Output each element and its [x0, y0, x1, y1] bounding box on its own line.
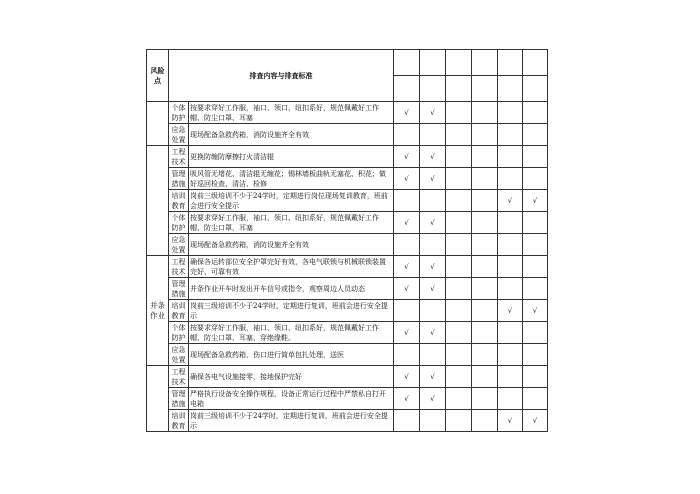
check-cell: √ [498, 410, 523, 432]
check-cell [498, 344, 523, 366]
check-cell [394, 234, 420, 256]
table-row [147, 102, 548, 124]
category-cell [169, 102, 189, 124]
check-cell [446, 146, 472, 168]
table-row [147, 278, 548, 300]
check-cell [523, 146, 548, 168]
table-body [147, 50, 548, 432]
check-col-header [472, 76, 498, 102]
check-cell: √ [420, 366, 446, 388]
check-cell [446, 102, 472, 124]
category-label: 培训教育 [171, 301, 186, 320]
description-cell: 按要求穿好工作服，袖口、领口、纽扣系好，规范佩戴好工作帽、防尘口罩、耳塞，穿绝缘鞋。 [189, 322, 394, 344]
check-cell [523, 168, 548, 190]
check-cell [472, 234, 498, 256]
risk-point-cell [147, 146, 169, 256]
check-cell: √ [394, 212, 420, 234]
check-cell: √ [394, 168, 420, 190]
category-label: 培训教育 [171, 411, 186, 430]
check-cell [420, 190, 446, 212]
check-cell [472, 190, 498, 212]
description-cell: 现场配备急救药箱，消防设施齐全有效 [189, 124, 394, 146]
category-cell [169, 146, 189, 168]
risk-point-label: 并条作业 [150, 300, 165, 320]
description-cell: 现场配备急救药箱，消防设施齐全有效 [189, 234, 394, 256]
check-col-header [420, 50, 446, 76]
description-cell: 严格执行设备安全操作规程，设备正常运行过程中严禁私自打开电箱 [189, 388, 394, 410]
table-row [147, 190, 548, 212]
check-cell [498, 168, 523, 190]
category-cell [169, 168, 189, 190]
check-cell [498, 146, 523, 168]
category-label: 工程技术 [171, 367, 186, 386]
check-col-header [394, 50, 420, 76]
check-cell [394, 344, 420, 366]
category-cell [169, 256, 189, 278]
description-cell: 现场配备急救药箱，伤口进行简单包扎处理，送医 [189, 344, 394, 366]
risk-point-header [147, 50, 169, 102]
check-cell [446, 256, 472, 278]
table-row [147, 146, 548, 168]
check-cell: √ [420, 146, 446, 168]
check-cell [472, 322, 498, 344]
category-cell [169, 212, 189, 234]
check-cell [420, 410, 446, 432]
table-row [147, 124, 548, 146]
description-cell: 岗前三级培训不少于24学时，定期进行岗位现场复训教育，班前会进行安全提示 [189, 190, 394, 212]
category-cell [169, 366, 189, 388]
check-col-header [498, 50, 523, 76]
check-cell: √ [420, 388, 446, 410]
check-cell [523, 388, 548, 410]
inspection-table [146, 49, 548, 432]
check-cell [420, 344, 446, 366]
check-col-header [472, 50, 498, 76]
description-cell: 岗前三级培训不少于24学时，定期进行复训，班前会进行安全提示 [189, 300, 394, 322]
check-cell [523, 256, 548, 278]
check-cell [523, 234, 548, 256]
check-cell [523, 278, 548, 300]
check-cell: √ [498, 190, 523, 212]
category-cell [169, 234, 189, 256]
description-cell: 确保各运转部位安全护罩完好有效，各电气联锁与机械联锁装置完好、可靠有效 [189, 256, 394, 278]
check-col-header [523, 50, 548, 76]
check-cell [498, 124, 523, 146]
table-row [147, 168, 548, 190]
check-cell [472, 256, 498, 278]
check-cell [446, 410, 472, 432]
header-row-top [147, 50, 548, 76]
check-cell: √ [420, 322, 446, 344]
check-cell [472, 168, 498, 190]
check-cell [472, 146, 498, 168]
check-cell: √ [394, 102, 420, 124]
category-cell [169, 322, 189, 344]
check-cell: √ [523, 410, 548, 432]
table-row [147, 212, 548, 234]
table-row [147, 410, 548, 432]
check-cell: √ [394, 278, 420, 300]
risk-point-cell [147, 102, 169, 146]
check-cell [446, 366, 472, 388]
category-label: 个体防护 [171, 103, 186, 122]
check-cell [472, 410, 498, 432]
description-cell: 并条作业开车时发出开车信号或指令，观察周边人员动态 [189, 278, 394, 300]
check-cell [498, 234, 523, 256]
category-label: 管理措施 [171, 279, 186, 298]
category-label: 工程技术 [171, 257, 186, 276]
check-cell [394, 300, 420, 322]
category-label: 应急处置 [171, 235, 186, 254]
check-cell [446, 322, 472, 344]
table-row [147, 322, 548, 344]
check-cell: √ [420, 168, 446, 190]
check-cell [446, 234, 472, 256]
table-row [147, 256, 548, 278]
check-cell [472, 102, 498, 124]
description-cell: 更换防缠防摩擦打火清洁辊 [189, 146, 394, 168]
check-cell: √ [420, 256, 446, 278]
category-cell [169, 300, 189, 322]
check-cell [420, 300, 446, 322]
check-col-header [394, 76, 420, 102]
check-cell [498, 366, 523, 388]
check-col-header [498, 76, 523, 102]
check-cell [498, 278, 523, 300]
check-cell [523, 322, 548, 344]
check-cell [420, 124, 446, 146]
category-label: 应急处置 [171, 125, 186, 144]
table-row [147, 300, 548, 322]
check-cell [420, 234, 446, 256]
risk-point-header-text: 风险点 [150, 65, 165, 85]
check-col-header [523, 76, 548, 102]
content-header: 排查内容与排查标准 [169, 50, 394, 102]
risk-point-cell [147, 256, 169, 366]
check-cell: √ [394, 388, 420, 410]
check-cell [472, 366, 498, 388]
check-cell [498, 322, 523, 344]
check-cell: √ [498, 300, 523, 322]
check-cell [523, 124, 548, 146]
category-cell [169, 388, 189, 410]
check-cell [523, 366, 548, 388]
check-cell: √ [394, 146, 420, 168]
description-cell: 岗前三级培训不少于24学时，定期进行复训，班前会进行安全提示 [189, 410, 394, 432]
check-cell [498, 102, 523, 124]
check-cell [446, 212, 472, 234]
check-cell [446, 168, 472, 190]
table-row [147, 388, 548, 410]
category-label: 个体防护 [171, 323, 186, 342]
category-cell [169, 124, 189, 146]
check-cell [446, 124, 472, 146]
table-row [147, 366, 548, 388]
category-cell [169, 344, 189, 366]
category-cell [169, 190, 189, 212]
check-cell: √ [394, 366, 420, 388]
category-label: 管理措施 [171, 169, 186, 188]
description-cell: 吸风管无堵花、清洁辊无缠花；锡林墙板曲轨无塞花、积花；做好巡回检查、清洁、检修 [189, 168, 394, 190]
category-cell [169, 410, 189, 432]
category-label: 个体防护 [171, 213, 186, 232]
check-col-header [420, 76, 446, 102]
check-cell [472, 300, 498, 322]
check-cell: √ [420, 278, 446, 300]
check-cell: √ [420, 212, 446, 234]
category-label: 管理措施 [171, 389, 186, 408]
check-cell: √ [420, 102, 446, 124]
check-cell [523, 212, 548, 234]
check-cell [498, 388, 523, 410]
check-cell: √ [523, 190, 548, 212]
category-cell [169, 278, 189, 300]
description-cell: 按要求穿好工作服，袖口、领口、纽扣系好，规范佩戴好工作帽、防尘口罩、耳塞 [189, 102, 394, 124]
table-row [147, 234, 548, 256]
check-cell [394, 410, 420, 432]
check-cell [472, 212, 498, 234]
description-cell: 按要求穿好工作服，袖口、领口、纽扣系好，规范佩戴好工作帽、防尘口罩、耳塞 [189, 212, 394, 234]
check-cell [472, 344, 498, 366]
check-cell [446, 300, 472, 322]
check-col-header [446, 50, 472, 76]
risk-point-cell [147, 366, 169, 432]
check-cell [523, 102, 548, 124]
check-col-header [446, 76, 472, 102]
check-cell [523, 344, 548, 366]
check-cell [472, 388, 498, 410]
check-cell [472, 278, 498, 300]
check-cell [446, 344, 472, 366]
check-cell [446, 388, 472, 410]
check-cell [472, 124, 498, 146]
category-label: 应急处置 [171, 345, 186, 364]
description-cell: 确保各电气设施接零、接地保护完好 [189, 366, 394, 388]
category-label: 工程技术 [171, 147, 186, 166]
category-label: 培训教育 [171, 191, 186, 210]
check-cell: √ [523, 300, 548, 322]
check-cell [446, 278, 472, 300]
check-cell [394, 190, 420, 212]
table-row [147, 344, 548, 366]
check-cell [498, 256, 523, 278]
check-cell [446, 190, 472, 212]
check-cell [394, 124, 420, 146]
check-cell [498, 212, 523, 234]
check-cell: √ [394, 256, 420, 278]
check-cell: √ [394, 322, 420, 344]
